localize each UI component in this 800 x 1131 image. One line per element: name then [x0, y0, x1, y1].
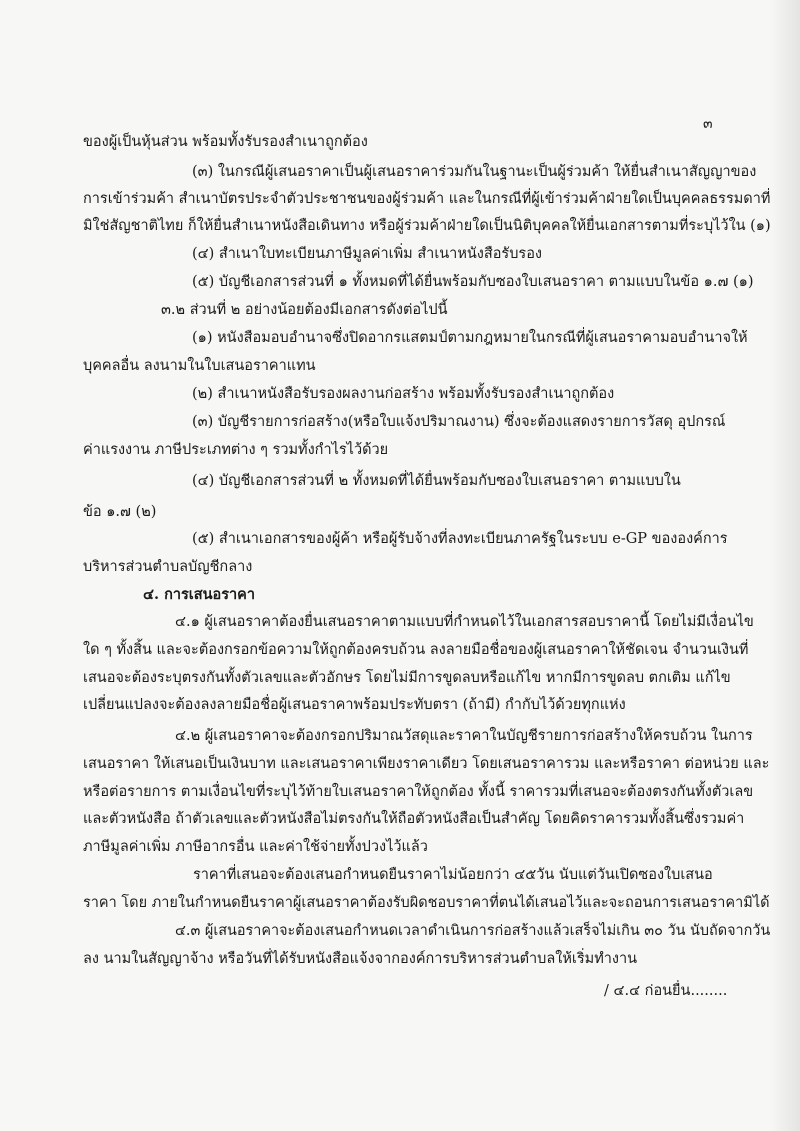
continuation-note: / ๔.๔ ก่อนยื่น........ — [604, 983, 728, 999]
text-line: มิใช่สัญชาติไทย ก็ให้ยื่นสำเนาหนังสือเดินทาง หรือผู้ร่วมค้าฝ่ายใดเป็นนิติบุคคลให้ยื่นเอกสารตามที่ระบุไว้ใน (๑) — [83, 218, 771, 234]
text-line: การเข้าร่วมค้า สำเนาบัตรประจำตัวประชาชนของผู้ร่วมค้า และในกรณีที่ผู้เข้าร่วมค้าฝ่ายใดเป็นบุคคลธรรมดาที่ — [83, 191, 771, 207]
text-line: ๔.๒ ผู้เสนอราคาจะต้องกรอกปริมาณวัสดุและราคาในบัญชีรายการก่อสร้างให้ครบถ้วน ในการ — [175, 728, 753, 744]
text-line: (๔) สำเนาใบทะเบียนภาษีมูลค่าเพิ่ม สำเนาหนังสือรับรอง — [192, 246, 543, 262]
text-line: บริหารส่วนตำบลบัญชีกลาง — [83, 559, 253, 575]
text-line: (๓) บัญชีรายการก่อสร้าง(หรือใบแจ้งปริมาณงาน) ซึ่งจะต้องแสดงรายการวัสดุ อุปกรณ์ — [192, 414, 726, 430]
text-line: (๕) บัญชีเอกสารส่วนที่ ๑ ทั้งหมดที่ได้ยื่นพร้อมกับซองใบเสนอราคา ตามแบบในข้อ ๑.๗ (๑) — [192, 274, 754, 290]
text-line: ราคา โดย ภายในกำหนดยืนราคาผู้เสนอราคาต้องรับผิดชอบราคาที่ตนได้เสนอไว้และจะถอนการเสนอราคามิได้ — [83, 895, 770, 911]
text-line: ของผู้เป็นหุ้นส่วน พร้อมทั้งรับรองสำเนาถูกต้อง — [83, 134, 368, 150]
text-line: (๔) บัญชีเอกสารส่วนที่ ๒ ทั้งหมดที่ได้ยื่นพร้อมกับซองใบเสนอราคา ตามแบบใน — [192, 473, 681, 489]
text-line: ๔.๓ ผู้เสนอราคาจะต้องเสนอกำหนดเวลาดำเนินการก่อสร้างแล้วเสร็จไม่เกิน ๓๐ วัน นับถัดจากวัน — [175, 923, 771, 939]
text-line: ภาษีมูลค่าเพิ่ม ภาษีอากรอื่น และค่าใช้จ่ายทั้งปวงไว้แล้ว — [83, 839, 428, 855]
text-line: ค่าแรงงาน ภาษีประเภทต่าง ๆ รวมทั้งกำไรไว้ด้วย — [83, 442, 389, 458]
text-line: หรือต่อรายการ ตามเงื่อนไขที่ระบุไว้ท้ายใบเสนอราคาให้ถูกต้อง ทั้งนี้ ราคารวมที่เสนอจะต้องตรงกันทั้งตัวเลข — [83, 784, 754, 800]
text-line: (๕) สำเนาเอกสารของผู้ค้า หรือผู้รับจ้างที่ลงทะเบียนภาครัฐในระบบ e-GP ขององค์การ — [192, 531, 728, 547]
text-line: (๑) หนังสือมอบอำนาจซึ่งปิดอากรแสตมป์ตามกฎหมายในกรณีที่ผู้เสนอราคามอบอำนาจให้ — [192, 330, 748, 346]
text-line: เสนอจะต้องระบุตรงกันทั้งตัวเลขและตัวอักษร โดยไม่มีการขูดลบหรือแก้ไข หากมีการขูดลบ ตกเติม แก้ไข — [83, 670, 731, 686]
text-line: เสนอราคา ให้เสนอเป็นเงินบาท และเสนอราคาเพียงราคาเดียว โดยเสนอราคารวม และหรือราคา ต่อหน่วย และ — [83, 756, 770, 772]
text-line: ราคาที่เสนอจะต้องเสนอกำหนดยืนราคาไม่น้อยกว่า ๔๕วัน นับแต่วันเปิดซองใบเสนอ — [193, 867, 713, 883]
text-line: ๔.๑ ผู้เสนอราคาต้องยื่นเสนอราคาตามแบบที่กำหนดไว้ในเอกสารสอบราคานี้ โดยไม่มีเงื่อนไข — [175, 614, 754, 630]
text-line: ลง นามในสัญญาจ้าง หรือวันที่ได้รับหนังสือแจ้งจากองค์การบริหารส่วนตำบลให้เริ่มทำงาน — [83, 951, 638, 967]
text-line: ข้อ ๑.๗ (๒) — [83, 504, 157, 520]
text-line: บุคคลอื่น ลงนามในใบเสนอราคาแทน — [83, 358, 316, 374]
scan-edge-shadow — [770, 0, 800, 1131]
section-heading: ๔. การเสนอราคา — [143, 586, 255, 603]
text-line: (๓) ในกรณีผู้เสนอราคาเป็นผู้เสนอราคาร่วมกันในฐานะเป็นผู้ร่วมค้า ให้ยื่นสำเนาสัญญาของ — [192, 164, 757, 180]
text-line: ใด ๆ ทั้งสิ้น และจะต้องกรอกข้อความให้ถูกต้องครบถ้วน ลงลายมือชื่อของผู้เสนอราคาให้ชัดเจน จำนวนเงินที่ — [83, 642, 749, 658]
text-line: เปลี่ยนแปลงจะต้องลงลายมือชื่อผู้เสนอราคาพร้อมประทับตรา (ถ้ามี) กำกับไว้ด้วยทุกแห่ง — [83, 697, 626, 713]
page-number: ๓ — [703, 116, 713, 132]
text-line: และตัวหนังสือ ถ้าตัวเลขและตัวหนังสือไม่ตรงกันให้ถือตัวหนังสือเป็นสำคัญ โดยคิดราคารวมทั้งสิ้นซึ่งรวมค่า — [83, 811, 745, 827]
text-line: (๒) สำเนาหนังสือรับรองผลงานก่อสร้าง พร้อมทั้งรับรองสำเนาถูกต้อง — [192, 386, 615, 402]
section-heading: ๓.๒ ส่วนที่ ๒ อย่างน้อยต้องมีเอกสารดังต่อไปนี้ — [161, 302, 448, 318]
